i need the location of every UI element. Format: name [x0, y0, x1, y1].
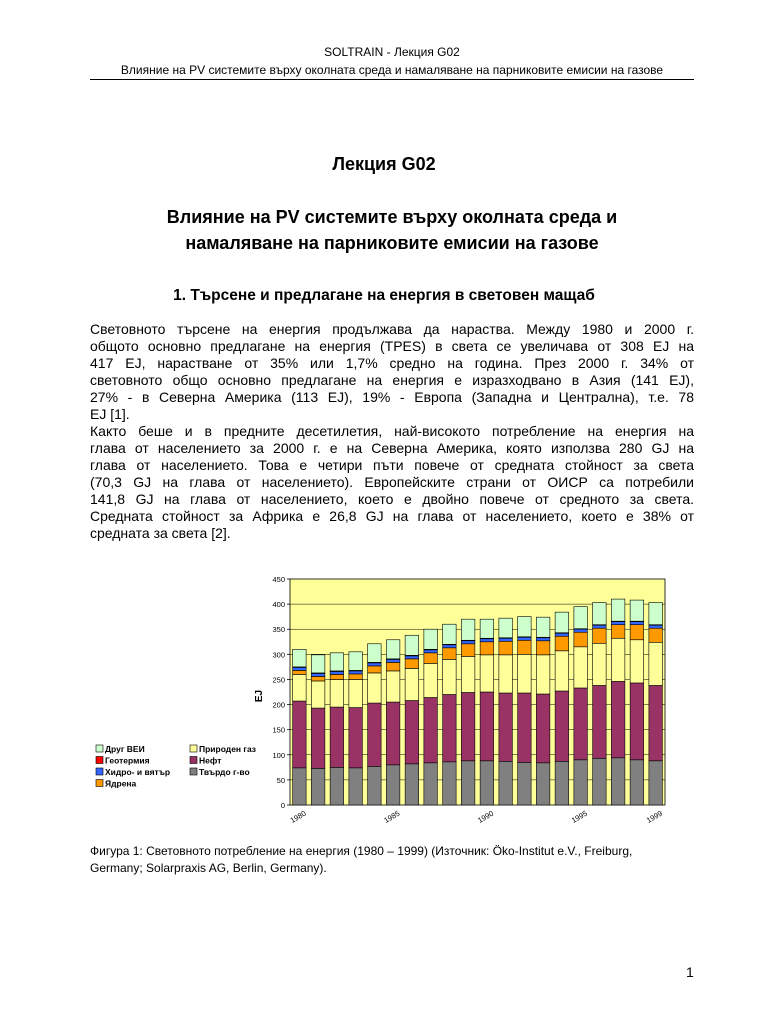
bar-segment	[405, 656, 419, 659]
paragraph-line: Средната стойност за Африка е 26,8 GJ на глава от населението, което е 38% от	[90, 508, 694, 524]
bar-segment	[611, 622, 625, 625]
bar-segment	[574, 607, 588, 629]
x-tick-label: 1995	[569, 808, 589, 825]
legend-label: Природен газ	[199, 744, 257, 754]
bar-segment	[293, 649, 307, 667]
bar-segment	[555, 761, 569, 805]
bar-segment	[349, 652, 363, 671]
bar-segment	[555, 612, 569, 633]
bar-segment	[499, 761, 513, 805]
y-tick-label: 50	[276, 775, 285, 785]
bar-segment	[461, 641, 475, 644]
bar-segment	[311, 708, 325, 768]
legend-swatch	[96, 780, 103, 787]
bar-segment	[480, 639, 494, 642]
legend-swatch	[190, 757, 197, 764]
bar-segment	[293, 768, 307, 805]
bar-segment	[349, 674, 363, 680]
legend-label: Геотермия	[105, 755, 150, 766]
bar-segment	[330, 707, 344, 767]
bar-segment	[593, 603, 607, 625]
bar-segment	[480, 642, 494, 655]
bar-segment	[518, 640, 532, 654]
y-tick-label: 100	[272, 750, 285, 760]
legend-swatch	[96, 757, 103, 764]
paragraph-line: 27% - в Северна Америка (113 EJ), 19% - Европа (Западна и Централна), т.е. 78	[90, 389, 694, 405]
legend-swatch	[190, 768, 197, 775]
bar-segment	[386, 702, 400, 765]
bar-segment	[424, 663, 438, 697]
x-tick-label: 1985	[382, 808, 402, 825]
bar-segment	[368, 644, 382, 663]
legend-label: Хидро- и вятър	[105, 767, 171, 777]
bar-segment	[611, 758, 625, 805]
bar-segment	[536, 617, 550, 637]
bar-segment	[311, 676, 325, 681]
bar-segment	[480, 619, 494, 638]
bar-segment	[518, 693, 532, 762]
bar-segment	[461, 656, 475, 692]
bar-segment	[593, 758, 607, 805]
bar-segment	[649, 642, 663, 685]
bar-segment	[574, 632, 588, 647]
bar-segment	[330, 767, 344, 805]
paragraph-line: 141,8 GJ на глава от населението, което е двойно повече от средното за света.	[90, 491, 694, 507]
bar-segment	[293, 667, 307, 670]
main-title-line-2: намаляване на парниковите емисии на газове	[185, 233, 599, 253]
bar-segment	[386, 659, 400, 662]
bar-segment	[368, 703, 382, 766]
bar-segment	[424, 653, 438, 664]
bar-segment	[443, 645, 457, 648]
bar-segment	[555, 633, 569, 636]
bar-segment	[574, 760, 588, 805]
bar-segment	[349, 679, 363, 707]
bar-segment	[349, 708, 363, 768]
paragraph-line: глава от населението. Това е четири пъти повече от средната стойност за света	[90, 457, 694, 473]
bar-segment	[611, 625, 625, 639]
bar-segment	[536, 763, 550, 805]
bar-segment	[518, 654, 532, 693]
y-tick-label: 250	[272, 675, 285, 685]
bar-segment	[630, 622, 644, 625]
bar-segment	[461, 619, 475, 640]
running-header-title: SOLTRAIN - Лекция G02	[324, 45, 460, 59]
bar-segment	[630, 760, 644, 805]
bar-segment	[330, 674, 344, 679]
bar-segment	[630, 640, 644, 683]
bar-segment	[311, 673, 325, 676]
paragraph-line: 417 EJ, нарастване от 35% или 1,7% средно на година. През 2000 г. 34% от	[90, 355, 694, 371]
bar-segment	[593, 628, 607, 643]
bar-segment	[630, 600, 644, 621]
bar-segment	[574, 688, 588, 760]
bar-segment	[424, 763, 438, 805]
bar-segment	[424, 698, 438, 763]
y-tick-label: 400	[272, 600, 285, 610]
paragraph-line: световното общо основно предлагане на енергия е изразходвано в Азия (141 EJ),	[90, 372, 694, 388]
bar-segment	[555, 691, 569, 761]
bar-segment	[443, 648, 457, 660]
page-number: 1	[686, 964, 694, 980]
bar-segment	[368, 663, 382, 666]
paragraph-line: общото основно предлагане на енергия (TPES) в света се увеличава от 308 EJ на	[90, 338, 694, 354]
bar-segment	[649, 603, 663, 625]
bar-segment	[349, 671, 363, 674]
legend-label: Друг ВЕИ	[105, 744, 145, 754]
bar-segment	[405, 659, 419, 669]
bar-segment	[649, 625, 663, 628]
section-heading: 1. Търсене и предлагане на енергия в световен мащаб	[173, 287, 595, 304]
y-tick-label: 0	[280, 801, 285, 810]
running-header-subtitle: Влияние на PV системите върху околната среда и намаляване на парниковите емисии на газове	[120, 63, 664, 77]
legend-label: Твърдо г-во	[199, 767, 250, 777]
bar-segment	[443, 659, 457, 694]
bar-segment	[424, 650, 438, 653]
paragraph-line: (70,3 GJ на глава от населението). Европейските страни от ОИСР са потребили	[90, 474, 694, 490]
chart-legend	[96, 744, 256, 789]
bar-segment	[611, 681, 625, 757]
bar-segment	[293, 701, 307, 768]
bar-segment	[311, 655, 325, 673]
bar-segment	[499, 618, 513, 638]
plot-area	[290, 579, 665, 805]
y-tick-label: 150	[272, 725, 285, 735]
bar-segment	[536, 655, 550, 694]
bar-segment	[593, 643, 607, 685]
x-axis	[289, 809, 664, 825]
bar-segment	[649, 685, 663, 760]
bar-segment	[555, 651, 569, 691]
bar-segment	[443, 762, 457, 805]
paragraph-line: EJ [1].	[90, 406, 130, 422]
bar-segment	[368, 766, 382, 805]
bar-segment	[499, 638, 513, 641]
x-tick-label: 1980	[288, 808, 308, 825]
bar-segment	[480, 761, 494, 805]
bar-segment	[593, 625, 607, 628]
lecture-title: Лекция G02	[332, 154, 436, 174]
bar-segment	[499, 641, 513, 655]
bar-segment	[461, 644, 475, 657]
bar-segment	[555, 636, 569, 651]
bar-segment	[311, 681, 325, 708]
paragraph-line: средната за света [2].	[90, 525, 231, 541]
bar-segment	[499, 693, 513, 761]
bar-segment	[405, 635, 419, 655]
bar-segment	[330, 653, 344, 671]
legend-label: Нефт	[199, 755, 222, 766]
bar-segment	[611, 638, 625, 681]
paragraph-line: Както беше и в предните десетилетия, най-високото потребление на енергия на	[90, 423, 694, 439]
x-tick-label: 1990	[476, 808, 496, 825]
bar-segment	[386, 671, 400, 702]
bar-segment	[649, 761, 663, 805]
bar-segment	[518, 617, 532, 637]
main-title-line-1: Влияние на PV системите върху околната среда и	[166, 207, 618, 227]
bar-segment	[574, 629, 588, 632]
bar-segment	[461, 693, 475, 761]
legend-swatch	[96, 768, 103, 775]
bar-segment	[311, 768, 325, 805]
bar-segment	[518, 762, 532, 805]
bar-segment	[611, 599, 625, 621]
figure-caption-line-2: Germany; Solarpraxis AG, Berlin, Germany).	[90, 861, 327, 875]
x-tick-label: 1999	[644, 808, 664, 825]
bar-segment	[480, 655, 494, 692]
legend-label: Ядрена	[105, 778, 137, 789]
bar-segment	[593, 685, 607, 758]
bar-segment	[443, 624, 457, 644]
bar-segment	[386, 640, 400, 659]
y-tick-label: 450	[272, 575, 285, 584]
bar-segment	[330, 679, 344, 707]
bar-segment	[405, 668, 419, 700]
bar-segment	[518, 637, 532, 640]
bar-segment	[649, 628, 663, 642]
legend-swatch	[190, 745, 197, 752]
bar-segment	[574, 647, 588, 688]
bar-segment	[405, 764, 419, 805]
bar-segment	[536, 638, 550, 641]
bar-segment	[293, 670, 307, 674]
bar-segment	[630, 625, 644, 640]
bar-segment	[480, 692, 494, 761]
bar-segment	[499, 655, 513, 693]
bar-segment	[293, 674, 307, 701]
bar-segment	[461, 761, 475, 805]
bar-segment	[630, 683, 644, 760]
y-tick-label: 350	[272, 625, 285, 635]
bar-segment	[536, 694, 550, 763]
bar-segment	[386, 765, 400, 805]
bar-segment	[405, 701, 419, 764]
figure-caption-line-1: Фигура 1: Световното потребление на енергия (1980 – 1999) (Източник: Öko-Institut e.V., Freiburg,	[90, 844, 633, 858]
y-axis-label: EJ	[254, 689, 265, 703]
bar-segment	[424, 629, 438, 649]
y-tick-label: 300	[272, 650, 285, 660]
paragraph-line: глава от населението за 2000 г. е на Северна Америка, която използва 280 GJ на	[90, 440, 694, 456]
bar-segment	[330, 671, 344, 674]
bar-segment	[386, 662, 400, 671]
y-axis	[272, 575, 290, 810]
legend-swatch	[96, 745, 103, 752]
bar-segment	[443, 695, 457, 762]
paragraph-line: Световното търсене на енергия продължава да нараства. Между 1980 и 2000 г.	[90, 321, 694, 337]
bar-segment	[536, 641, 550, 655]
bar-segment	[349, 768, 363, 805]
bar-segment	[368, 673, 382, 703]
bar-segment	[368, 666, 382, 673]
y-tick-label: 200	[272, 700, 285, 710]
